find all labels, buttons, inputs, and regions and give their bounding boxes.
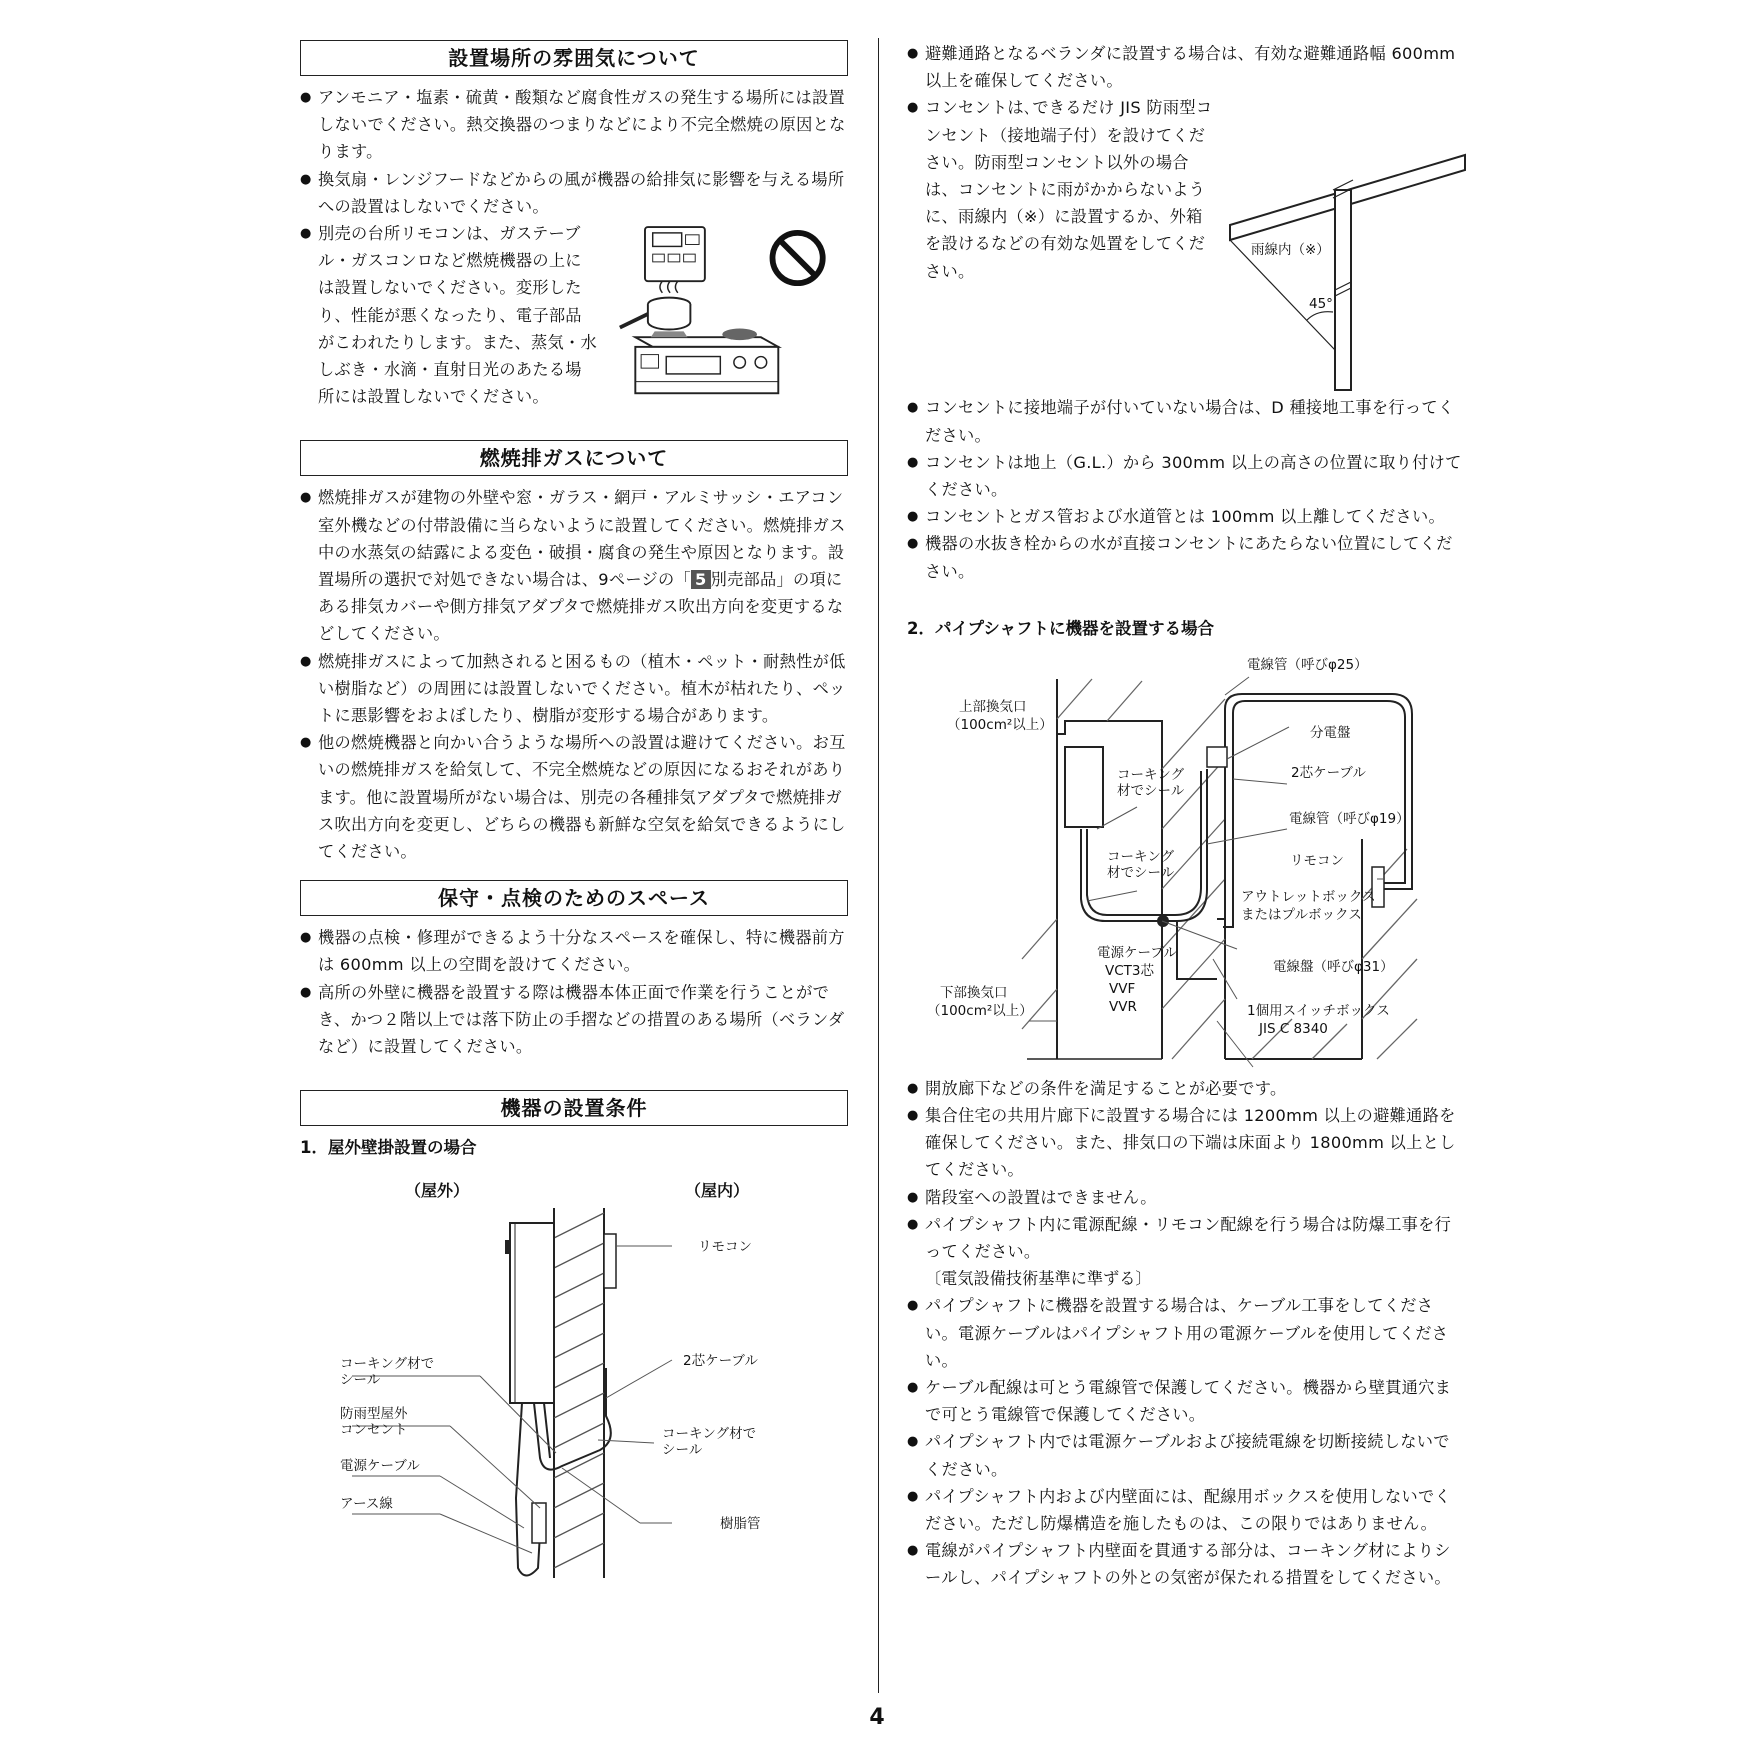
section-heading-maintenance: 保守・点検のためのスペース: [300, 880, 848, 916]
outdoor-wall-diagram: [300, 1158, 848, 1583]
label-rain-line: 雨線内（※）: [1251, 242, 1330, 258]
label-caulk-2b: 材でシール: [1107, 864, 1175, 881]
list-item: ● 集合住宅の共用片廊下に設置する場合には 1200mm 以上の避難通路を確保してください。また、排気口の下端は床面より 1800mm 以上としてください。: [907, 1102, 1462, 1184]
outlet-list-mid: [907, 394, 1462, 584]
column-divider: [878, 38, 879, 1693]
label-outlet-2: コンセント: [340, 1422, 408, 1439]
list-item: ● パイプシャフト内および内壁面には、配線用ボックスを使用しないでください。ただし防爆構造を施したものは、この限りではありません。: [907, 1483, 1462, 1537]
list-item: ● 電線がパイプシャフト内壁面を貫通する部分は、コーキング材によりシールし、パイプシャフトの外との気密が保たれる措置をしてください。: [907, 1537, 1462, 1591]
breaker-box: [1207, 747, 1227, 767]
wall-icon: [554, 1208, 604, 1578]
pipe-shaft-list-2: [907, 1292, 1462, 1591]
label-vvf: VVF: [1109, 980, 1136, 997]
kitchen-remote-illustration: [616, 220, 848, 410]
subheading-pipe-shaft: 2．パイプシャフトに機器を設置する場合: [907, 618, 1214, 638]
water-heater-icon: [505, 1223, 554, 1403]
label-upper-vent-2: （100cm²以上）: [947, 716, 1053, 733]
left-column: [300, 40, 848, 1587]
label-caulk-1a: コーキング: [1117, 766, 1185, 783]
maintenance-list: [300, 924, 848, 1060]
water-heater-icon: [1065, 747, 1103, 827]
section-number-badge: 5: [691, 570, 711, 589]
item-text: 別売部品」の項にある排気カバーや側方排気アダプタで燃焼排ガス吹出方向を変更するなどしてください。: [318, 570, 844, 644]
remote-icon: [645, 227, 705, 281]
label-caulk-left-2: シール: [340, 1372, 381, 1389]
list-item: ● 階段室への設置はできません。: [907, 1184, 1462, 1211]
pipe-shaft-diagram: [907, 639, 1462, 1109]
section-heading-exhaust: 燃焼排ガスについて: [300, 440, 848, 476]
label-2core-cable: 2芯ケーブル: [1291, 764, 1366, 781]
label-indoor: （屋内）: [685, 1181, 750, 1201]
pipe-shaft-list: [907, 1075, 1462, 1265]
label-power-cable: 電源ケーブル: [340, 1458, 420, 1475]
label-switch-box: 1個用スイッチボックス: [1247, 1002, 1390, 1019]
label-remote: リモコン: [1290, 852, 1344, 869]
label-power-cable: 電源ケーブル: [1097, 944, 1177, 961]
list-item: ● 開放廊下などの条件を満足することが必要です。: [907, 1075, 1462, 1102]
label-remote: リモコン: [698, 1239, 752, 1256]
section-heading-conditions: 機器の設置条件: [300, 1090, 848, 1126]
label-2core-cable: 2芯ケーブル: [683, 1353, 758, 1370]
list-item: ● パイプシャフトに機器を設置する場合は、ケーブル工事をしてください。電源ケーブルはパイプシャフト用の電源ケーブルを使用してください。: [907, 1292, 1462, 1374]
label-outlet-1: 防雨型屋外: [340, 1406, 408, 1423]
section-heading-atmosphere: 設置場所の雰囲気について: [300, 40, 848, 76]
label-angle: 45°: [1309, 296, 1333, 312]
list-item: ● 燃焼排ガスによって加熱されると困るもの（植木・ペット・耐熱性が低い樹脂など）の周囲には設置しないでください。植木が枯れたり、ペットに悪影響をおよぼしたり、樹脂が変形する場合があります。: [300, 648, 848, 730]
list-item: ● コンセントとガス管および水道管とは 100mm 以上離してください。: [907, 503, 1462, 530]
label-caulk-right-2: シール: [662, 1442, 703, 1459]
gas-stove-icon: [635, 329, 778, 394]
label-caulk-left-1: コーキング材で: [340, 1356, 435, 1373]
label-outdoor: （屋外）: [405, 1181, 470, 1201]
list-item: ● パイプシャフト内に電源配線・リモコン配線を行う場合は防爆工事を行ってください。: [907, 1211, 1462, 1265]
label-conduit-25: 電線管（呼びφ25）: [1247, 656, 1368, 673]
label-vct: VCT3芯: [1105, 962, 1154, 979]
label-conduit-19: 電線管（呼びφ19）: [1289, 810, 1410, 827]
list-item: [300, 220, 848, 410]
eave-diagram: [1225, 150, 1485, 395]
label-outlet-box-1: アウトレットボックス: [1241, 888, 1376, 905]
list-item: ● 他の燃焼機器と向かい合うような場所への設置は避けてください。お互いの燃焼排ガスを給気して、不完全燃焼などの原因になるおそれがあります。他に設置場所がない場合は、別売の各種排気アダプタで燃焼排ガス吹出方向を変更し、どちらの機器も新鮮な空気を給気できるようにしてください。: [300, 729, 848, 865]
label-breaker: 分電盤: [1310, 724, 1351, 741]
label-resin-pipe: 樹脂管: [720, 1516, 761, 1533]
subheading-outdoor-wall: 1．屋外壁掛設置の場合: [300, 1138, 477, 1158]
list-item: ● コンセントは地上（G.L.）から 300mm 以上の高さの位置に取り付けてください。: [907, 449, 1462, 503]
label-vvr: VVR: [1109, 998, 1137, 1015]
exhaust-list: [300, 484, 848, 865]
list-item: ● 避難通路となるベランダに設置する場合は、有効な避難通路幅 600mm 以上を確保してください。: [907, 40, 1462, 94]
eave-icon: [1230, 155, 1465, 390]
pot-icon: [620, 298, 691, 330]
remote-box: [604, 1234, 616, 1288]
label-conduit-31: 電線盤（呼びφ31）: [1273, 958, 1394, 975]
regulation-note: 〔電気設備技術基準に準ずる〕: [925, 1269, 1152, 1289]
list-item: ● 機器の点検・修理ができるよう十分なスペースを確保し、特に機器前方は 600mm 以上の空間を設けてください。: [300, 924, 848, 978]
list-item-text: ● コンセントは､できるだけ JIS 防雨型コンセント（接地端子付）を設けてください。防雨型コンセント以外の場合は、コンセントに雨がかからないように、雨線内（※）に設置するか、外箱を設けるなどの有効な処置をしてください。: [925, 98, 1213, 281]
outlet-box: [532, 1503, 546, 1543]
list-item-text: ● 別売の台所リモコンは、ガステーブル・ガスコンロなど燃焼機器の上には設置しないでください。変形したり、性能が悪くなったり、電子部品がこわれたりします。また、蒸気・水しぶき・水滴・直射日光のあたる場所には設置しないでください。: [318, 224, 597, 407]
label-caulk-2a: コーキング: [1107, 848, 1175, 865]
item-text: 燃焼排ガスが建物の外壁や窓・ガラス・網戸・アルミサッシ・エアコン室外機などの付帯設備に当らないように設置してください。燃焼排ガス中の水蒸気の結露による変色・破損・腐食の発生や原因となります。設置場所の選択で対処できない場合は、9ページの「: [318, 488, 846, 590]
prohibition-icon: [773, 233, 823, 283]
label-lower-vent-1: 下部換気口: [940, 984, 1008, 1001]
right-column: [907, 40, 1462, 1592]
list-item: ● 機器の水抜き栓からの水が直接コンセントにあたらない位置にしてください。: [907, 530, 1462, 584]
list-item: [300, 484, 848, 647]
list-item: ● 換気扇・レンジフードなどからの風が機器の給排気に影響を与える場所への設置はしないでください。: [300, 166, 848, 220]
label-caulk-1b: 材でシール: [1117, 782, 1185, 799]
list-item: ● ケーブル配線は可とう電線管で保護してください。機器から壁貫通穴まで可とう電線管で保護してください。: [907, 1374, 1462, 1428]
label-caulk-right-1: コーキング材で: [662, 1426, 757, 1443]
atmosphere-list: [300, 84, 848, 410]
steam-icon: [660, 281, 678, 293]
label-earth-wire: アース線: [340, 1496, 393, 1513]
label-lower-vent-2: （100cm²以上）: [927, 1002, 1033, 1019]
label-jis: JIS C 8340: [1259, 1020, 1328, 1037]
label-upper-vent-1: 上部換気口: [959, 698, 1027, 715]
list-item: ● コンセントに接地端子が付いていない場合は、D 種接地工事を行ってください。: [907, 394, 1462, 448]
list-item: ● パイプシャフト内では電源ケーブルおよび接続電線を切断接続しないでください。: [907, 1428, 1462, 1482]
label-outlet-box-2: またはプルボックス: [1241, 906, 1362, 923]
page-number: 4: [869, 1705, 885, 1730]
list-item: ● 高所の外壁に機器を設置する際は機器本体正面で作業を行うことができ、かつ２階以上では落下防止の手摺などの措置のある場所（ベランダなど）に設置してください。: [300, 979, 848, 1061]
list-item: ● アンモニア・塩素・硫黄・酸類など腐食性ガスの発生する場所には設置しないでください。熱交換器のつまりなどにより不完全燃焼の原因となります。: [300, 84, 848, 166]
